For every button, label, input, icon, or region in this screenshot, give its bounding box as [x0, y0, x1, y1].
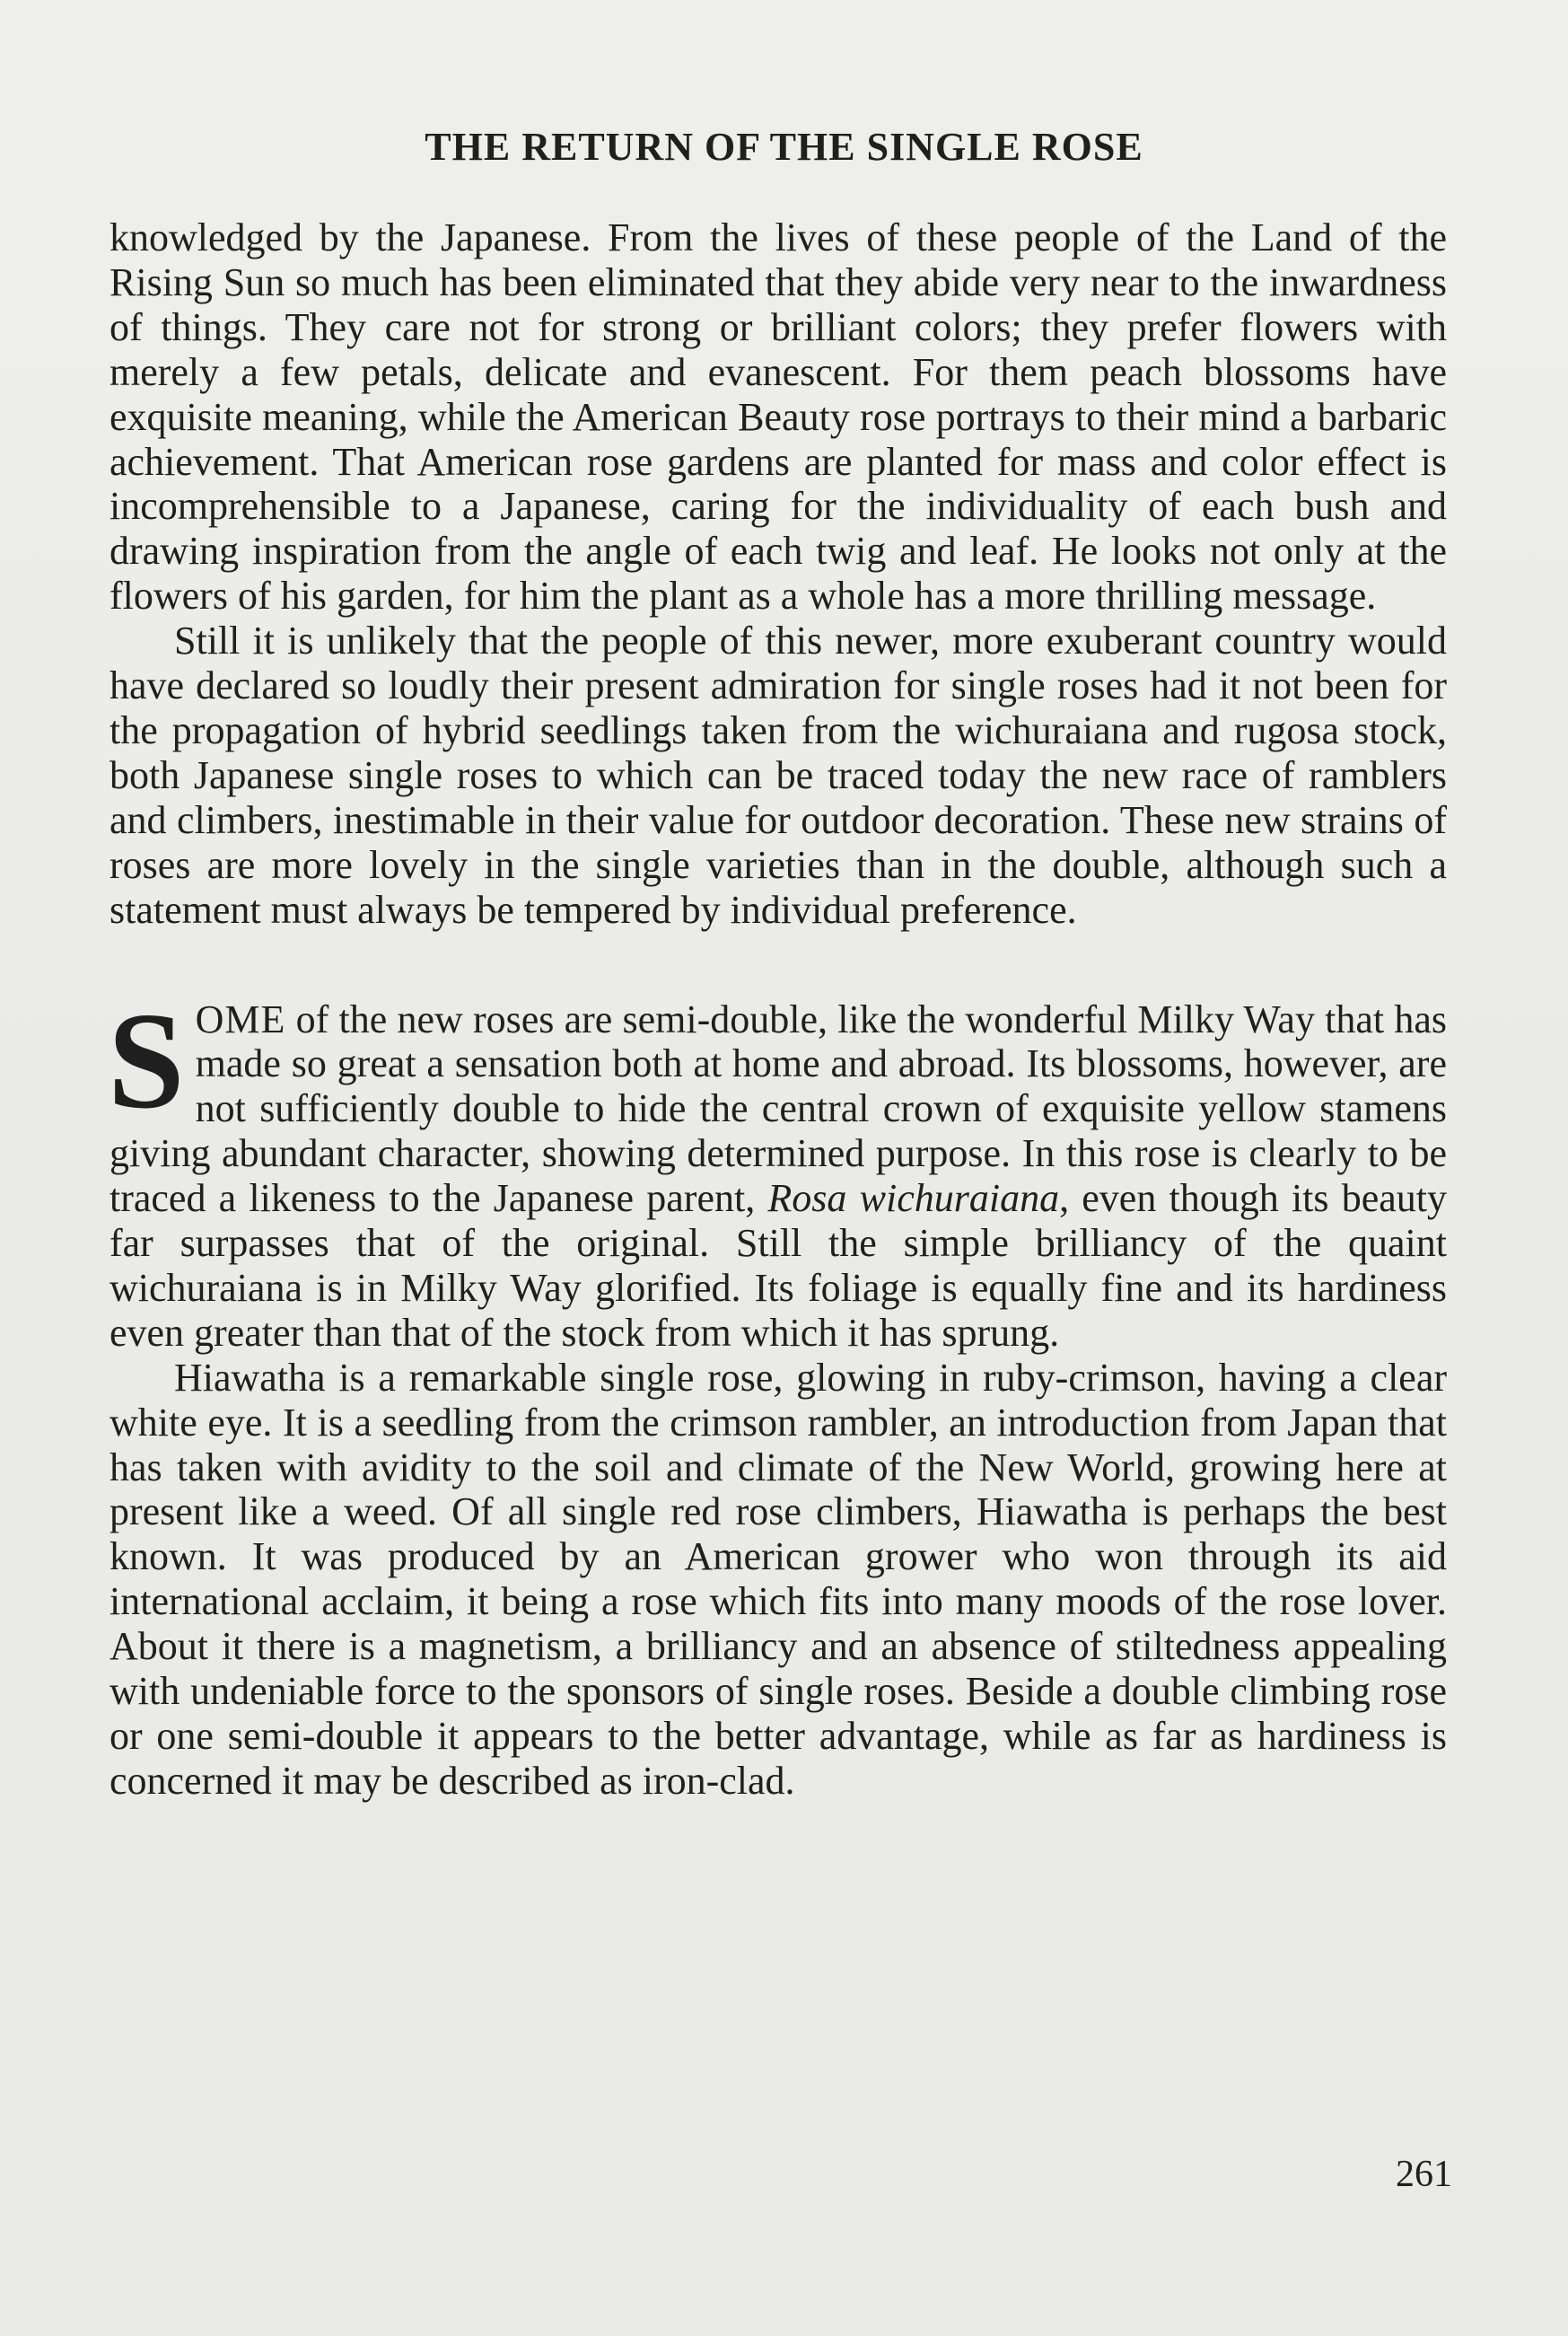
italic-species-name: Rosa wichuraiana	[767, 1176, 1060, 1221]
paragraph: Hiawatha is a remarkable single rose, glowing in ruby-crimson, having a clear white eye. It is a seedling from the crimson rambler, an introduction from Japan that has taken with avidity to the soil and climate of the New World, growing here at present like a weed. Of all single red rose climbers, Hiawatha is perhaps the best known. It was produced by an American grower who won through its aid international acclaim, it being a rose which fits into many moods of the rose lover. About it there is a magnetism, a brilliancy and an absence of stiltedness appealing with undeniable force to the sponsors of single roses. Beside a double climbing rose or one semi-double it appears to the better advantage, while as far as hardiness is concerned it may be described as iron-clad.	[109, 1355, 1447, 1803]
paragraph-text: , even though its beauty far surpasses that of the original. Still the simple brilliancy of the quaint wichuraiana is in Milky Way glorified. Its foliage is equally fine and its hardiness even greater than that of the stock from which it has sprung.	[109, 1176, 1448, 1355]
paragraph: Still it is unlikely that the people of this newer, more exuberant country would have declared so loudly their present admiration for single roses had it not been for the propagation of hybrid seedlings taken from the wichuraiana and rugosa stock, both Japanese single roses to which can be traced today the new race of ramblers and climbers, inestimable in their value for outdoor decoration. These new strains of roses are more lovely in the single varieties than in the double, although such a statement must always be tempered by individual preference.	[109, 619, 1447, 932]
paragraph: knowledged by the Japanese. From the lives of these people of the Land of the Rising Sun so much has been eliminated that they abide very near to the inwardness of things. They care not for strong or brilliant colors; they prefer flowers with merely a few petals, delicate and evanescent. For them peach blossoms have exquisite meaning, while the American Beauty rose portrays to their mind a barbaric achievement. That American rose gardens are planted for mass and color effect is incomprehensible to a Japanese, caring for the individuality of each bush and drawing inspiration from the angle of each twig and leaf. He looks not only at the flowers of his garden, for him the plant as a whole has a more thrilling message.	[109, 215, 1447, 619]
drop-cap: S	[108, 984, 185, 1137]
body-text	[109, 215, 1447, 1804]
section-opening-paragraph	[108, 984, 1448, 1356]
paragraph-text: of the new roses are semi-double, like the wonderful Milky Way that has made so great a sensation both at home and abroad. Its blossoms, however, are not sufficiently double to hide the central crown of exquisite yellow stamens giving abundant character, showing determined purpose. In this rose is clearly to be traced a likeness to the Japanese parent,	[109, 997, 1447, 1221]
page-number: 261	[1396, 2154, 1452, 2195]
lead-in-word: OME	[195, 997, 286, 1041]
running-head: THE RETURN OF THE SINGLE ROSE	[425, 125, 1143, 169]
